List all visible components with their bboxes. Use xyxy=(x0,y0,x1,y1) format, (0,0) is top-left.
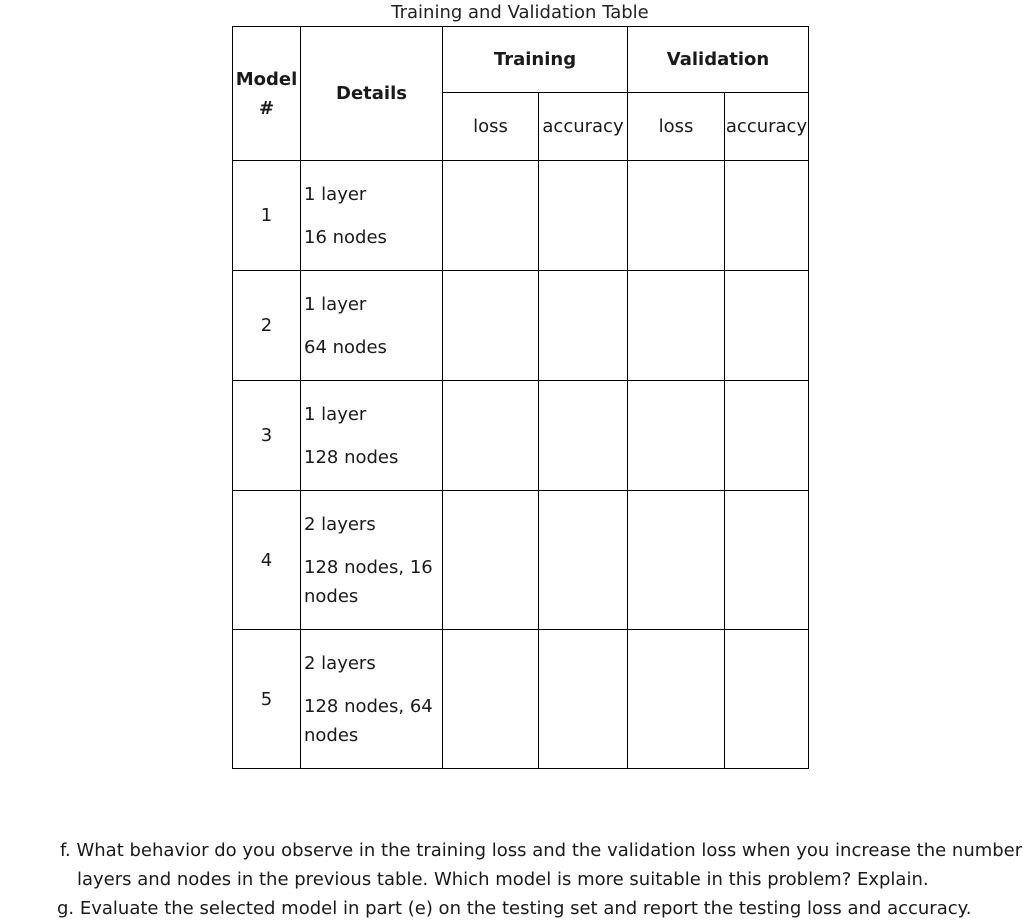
validation-loss-cell[interactable] xyxy=(628,381,725,491)
details-line: 128 nodes xyxy=(304,446,399,468)
table-row xyxy=(233,630,809,769)
training-accuracy-cell[interactable] xyxy=(539,491,628,630)
question-g xyxy=(57,894,971,923)
model-details xyxy=(301,161,443,271)
training-loss-cell[interactable] xyxy=(443,271,539,381)
training-accuracy-cell[interactable] xyxy=(539,630,628,769)
header-validation-accuracy: accuracy xyxy=(725,93,809,161)
training-loss-cell[interactable] xyxy=(443,630,539,769)
header-model-label: Model xyxy=(235,68,298,90)
validation-accuracy-cell[interactable] xyxy=(725,161,809,271)
question-f xyxy=(60,836,1022,894)
header-training-loss: loss xyxy=(443,93,539,161)
details-line: 1 layer xyxy=(304,293,367,315)
validation-accuracy-cell[interactable] xyxy=(725,381,809,491)
details-line: nodes xyxy=(304,724,359,746)
header-model-hash: # xyxy=(258,97,275,119)
header-training: Training xyxy=(443,27,628,93)
header-model xyxy=(233,27,301,161)
details-line: 2 layers xyxy=(304,652,376,674)
model-number: 3 xyxy=(233,381,301,491)
validation-loss-cell[interactable] xyxy=(628,491,725,630)
model-details xyxy=(301,271,443,381)
details-line: 1 layer xyxy=(304,403,367,425)
model-details xyxy=(301,630,443,769)
training-validation-table xyxy=(232,26,809,769)
details-line: 2 layers xyxy=(304,513,376,535)
table-title: Training and Validation Table xyxy=(391,2,649,23)
details-line: 1 layer xyxy=(304,183,367,205)
model-details xyxy=(301,381,443,491)
validation-loss-cell[interactable] xyxy=(628,271,725,381)
model-number: 1 xyxy=(233,161,301,271)
model-number: 4 xyxy=(233,491,301,630)
training-loss-cell[interactable] xyxy=(443,491,539,630)
validation-accuracy-cell[interactable] xyxy=(725,271,809,381)
table-row xyxy=(233,161,809,271)
validation-loss-cell[interactable] xyxy=(628,630,725,769)
details-line: 128 nodes, 64 xyxy=(304,695,433,717)
table-row xyxy=(233,491,809,630)
training-loss-cell[interactable] xyxy=(443,381,539,491)
details-line: 64 nodes xyxy=(304,336,387,358)
details-line: 16 nodes xyxy=(304,226,387,248)
details-line: nodes xyxy=(304,585,359,607)
training-accuracy-cell[interactable] xyxy=(539,161,628,271)
table-row xyxy=(233,271,809,381)
question-f-line2: layers and nodes in the previous table. Which model is more suitable in this problem? Explain. xyxy=(77,869,929,890)
validation-loss-cell[interactable] xyxy=(628,161,725,271)
model-details xyxy=(301,491,443,630)
training-loss-cell[interactable] xyxy=(443,161,539,271)
model-number: 5 xyxy=(233,630,301,769)
validation-accuracy-cell[interactable] xyxy=(725,491,809,630)
training-accuracy-cell[interactable] xyxy=(539,271,628,381)
training-accuracy-cell[interactable] xyxy=(539,381,628,491)
model-number: 2 xyxy=(233,271,301,381)
header-validation-loss: loss xyxy=(628,93,725,161)
header-validation: Validation xyxy=(628,27,809,93)
validation-accuracy-cell[interactable] xyxy=(725,630,809,769)
table-row xyxy=(233,381,809,491)
header-details: Details xyxy=(301,27,443,161)
header-training-accuracy: accuracy xyxy=(539,93,628,161)
question-g-line1: g. Evaluate the selected model in part (e) on the testing set and report the testing loss and accuracy. xyxy=(57,898,972,919)
question-f-line1: f. What behavior do you observe in the training loss and the validation loss when you increase the number xyxy=(60,840,1023,861)
details-line: 128 nodes, 16 xyxy=(304,556,433,578)
